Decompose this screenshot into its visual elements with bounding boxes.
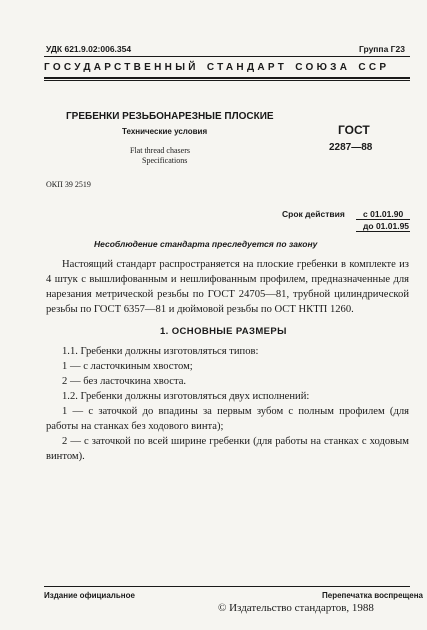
validity-rule bbox=[356, 219, 410, 220]
title-rule-upper bbox=[44, 77, 410, 79]
title-rule-lower bbox=[44, 80, 410, 81]
document-title: ГРЕБЕНКИ РЕЗЬБОНАРЕЗНЫЕ ПЛОСКИЕ bbox=[66, 111, 274, 122]
official-edition-label: Издание официальное bbox=[44, 591, 135, 600]
gost-label: ГОСТ bbox=[338, 123, 370, 137]
reprint-prohibited-label: Перепечатка воспрещена bbox=[322, 591, 423, 600]
footer-rule bbox=[44, 586, 410, 587]
legal-warning: Несоблюдение стандарта преследуется по закону bbox=[94, 239, 318, 249]
gost-number: 2287—88 bbox=[329, 142, 373, 153]
top-rule bbox=[44, 56, 410, 57]
group-code: Группа Г23 bbox=[359, 44, 405, 54]
english-subtitle: Specifications bbox=[142, 156, 188, 165]
type-2-item: 2 — без ласточкина хвоста. bbox=[62, 376, 187, 387]
validity-from: с 01.01.90 bbox=[363, 209, 404, 219]
intro-paragraph: Настоящий стандарт распространяется на плоские гребенки в комплекте из 4 штук с вышлифованным и нешлифованным профилем, предназначенные для нарезания метрической резьбы по ГОСТ 24705—81, трубной цилиндрической резьбы по ГОСТ 6357—81 и дюймовой резьбы по ОСТ НКТП 1260. bbox=[46, 259, 409, 315]
document-subtitle: Технические условия bbox=[122, 127, 208, 136]
validity-rule-bottom bbox=[356, 231, 410, 232]
state-standard-title: ГОСУДАРСТВЕННЫЙ СТАНДАРТ СОЮЗА ССР bbox=[44, 62, 390, 73]
udk-code: УДК 621.9.02:006.354 bbox=[46, 44, 132, 54]
validity-to: до 01.01.95 bbox=[363, 221, 410, 231]
version-2-item: 2 — с заточкой по всей ширине гребенки (для работы на станках с ходовым винтом). bbox=[46, 436, 409, 462]
validity-label: Срок действия bbox=[282, 209, 345, 219]
version-1-item: 1 — с заточкой до впадины за первым зубом с полным профилем (для работы на станках без ходового винта); bbox=[46, 406, 409, 432]
section-heading: 1. ОСНОВНЫЕ РАЗМЕРЫ bbox=[160, 326, 287, 337]
type-1-item: 1 — с ласточкиным хвостом; bbox=[62, 361, 193, 372]
clause-1-1: 1.1. Гребенки должны изготовляться типов: bbox=[62, 346, 259, 357]
okp-code: ОКП 39 2519 bbox=[46, 180, 91, 189]
clause-1-2: 1.2. Гребенки должны изготовляться двух исполнений: bbox=[62, 391, 310, 402]
english-title: Flat thread chasers bbox=[130, 146, 190, 155]
copyright-notice: © Издательство стандартов, 1988 bbox=[218, 602, 374, 614]
